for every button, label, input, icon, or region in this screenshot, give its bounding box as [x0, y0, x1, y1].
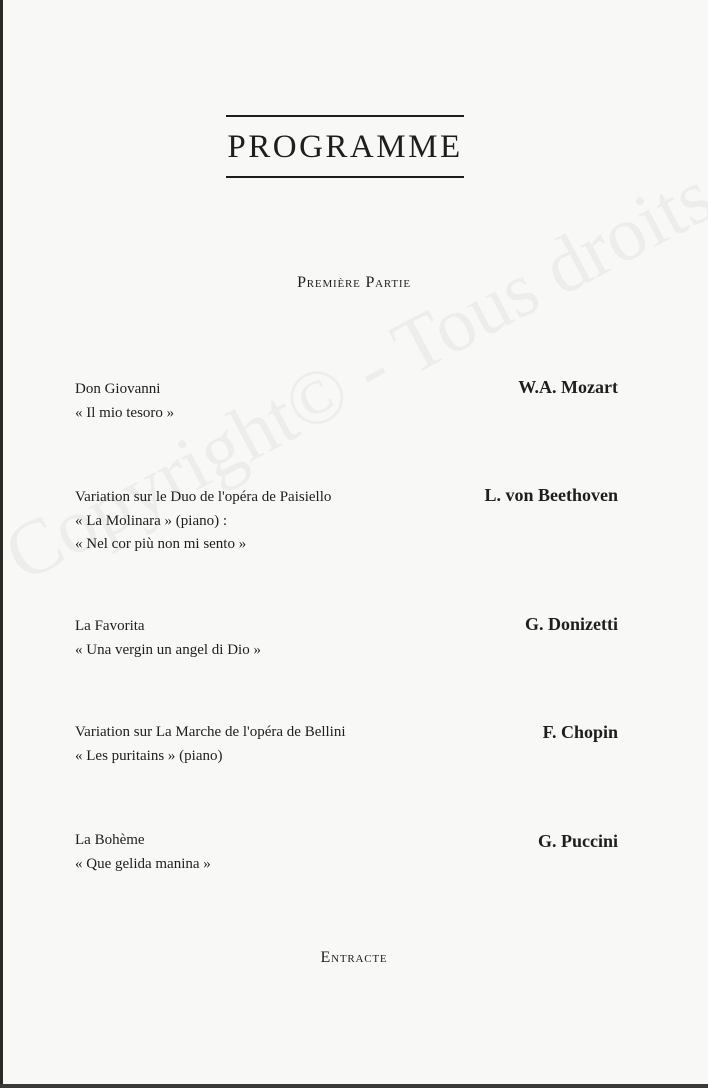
- title-rule-bottom: [226, 176, 464, 178]
- composer-name: L. von Beethoven: [484, 485, 618, 505]
- piece-item: [75, 615, 475, 662]
- title-rule-top: [226, 115, 464, 117]
- composer-name: G. Donizetti: [525, 614, 618, 634]
- page-edge: [0, 0, 3, 1088]
- piece-line: « Les puritains » (piano): [75, 747, 223, 764]
- piece-line: La Bohème: [75, 832, 145, 848]
- composer-name: W.A. Mozart: [518, 377, 618, 397]
- page-title: PROGRAMME: [227, 129, 463, 165]
- piece-line: Variation sur La Marche de l'opéra de Bellini: [75, 724, 346, 740]
- page-edge-bottom: [0, 1084, 708, 1088]
- piece-line: « Nel cor più non mi sento »: [75, 536, 247, 552]
- intermission-heading: Entracte: [320, 949, 388, 966]
- piece-line: « Una vergin un angel di Dio »: [75, 641, 261, 658]
- composer-name: F. Chopin: [542, 722, 618, 742]
- piece-line: « Il mio tesoro »: [75, 404, 175, 421]
- title-block: [226, 115, 464, 165]
- piece-item: [75, 486, 475, 557]
- piece-line: Variation sur le Duo de l'opéra de Paisiello: [75, 489, 332, 505]
- piece-item: [75, 829, 475, 876]
- piece-item: [75, 721, 475, 768]
- piece-line: « Que gelida manina »: [75, 855, 211, 872]
- composer-name: G. Puccini: [538, 831, 618, 851]
- piece-line: « La Molinara » (piano) :: [75, 512, 228, 529]
- part-heading: Première Partie: [297, 274, 411, 291]
- piece-line: La Favorita: [75, 618, 145, 634]
- piece-line: Don Giovanni: [75, 381, 161, 397]
- piece-item: [75, 378, 475, 425]
